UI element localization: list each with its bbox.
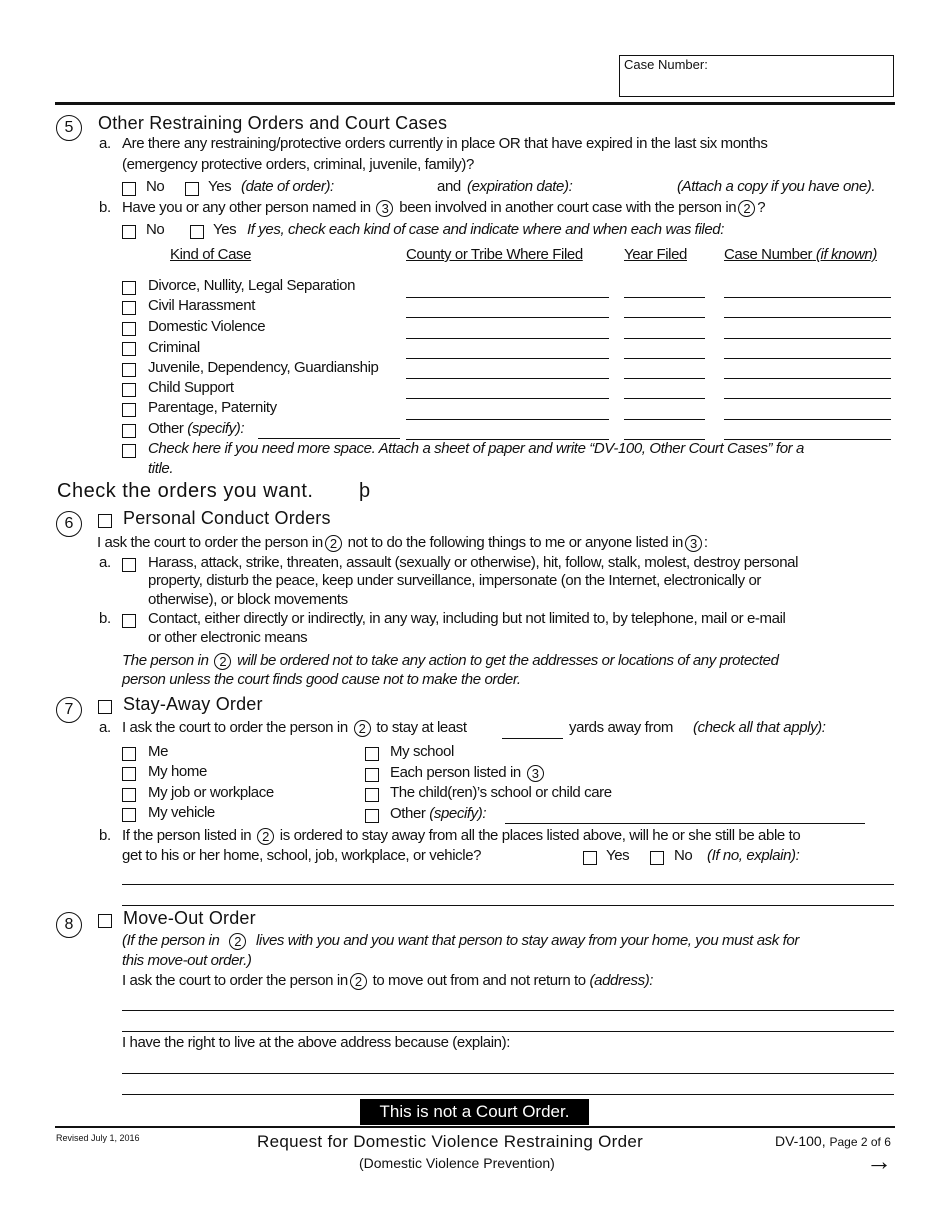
s7-b-post: is ordered to stay away from all the places listed above, will he or she still be able to	[279, 827, 801, 844]
s5-a-letter: a.	[99, 135, 111, 152]
s6-b-line2: or other electronic means	[148, 629, 308, 646]
ref-item-2: 2	[738, 200, 755, 217]
s8-note-text1: lives with you and you want that person to stay away from your home, you must ask for	[256, 932, 799, 949]
ref-item-2: 2	[325, 535, 342, 552]
s7-b-yes-checkbox[interactable]	[583, 851, 597, 865]
ref-item-2: 2	[354, 720, 371, 737]
s5-b-q-pre: Have you or any other person named in	[122, 199, 371, 216]
section-8-number: 8	[56, 912, 82, 938]
revised-date: Revised July 1, 2016	[56, 1133, 140, 1143]
section-6-title: Personal Conduct Orders	[123, 508, 331, 528]
s8-req-post: to move out from and not return to	[372, 972, 586, 989]
col-county: County or Tribe Where Filed	[406, 246, 583, 263]
ref-item-3: 3	[685, 535, 702, 552]
ref-item-2: 2	[257, 828, 274, 845]
s8-req-pre: I ask the court to order the person in	[122, 972, 348, 989]
s7-explain-input[interactable]	[122, 884, 894, 885]
stay-away-job-label: My job or workplace	[148, 784, 274, 801]
next-page-arrow-icon[interactable]: →	[866, 1146, 892, 1176]
col-case-number-note: (if known)	[815, 246, 877, 263]
each-person-text: Each person listed in	[390, 764, 521, 781]
s5-b-no-checkbox[interactable]	[122, 225, 136, 239]
case-other-label	[148, 420, 244, 437]
case-other-specify: (specify):	[187, 420, 245, 437]
county-input[interactable]	[406, 398, 609, 399]
county-input[interactable]	[406, 419, 609, 420]
s8-right-to-live: I have the right to live at the above address because (explain):	[122, 1034, 510, 1051]
s5-a-no-label: No	[146, 178, 165, 195]
s5-b-no-label: No	[146, 221, 165, 238]
stay-away-me-checkbox[interactable]	[122, 747, 136, 761]
stay-away-job-checkbox[interactable]	[122, 788, 136, 802]
s5-b-instructions: If yes, check each kind of case and indicate where and when each was filed:	[247, 221, 724, 238]
case-number-input[interactable]	[724, 419, 891, 420]
s5-a-question-line2: (emergency protective orders, criminal, juvenile, family)?	[122, 156, 474, 173]
s7-a-pre-text: I ask the court to order the person in	[122, 719, 348, 736]
s5-b-letter: b.	[99, 199, 111, 216]
s6-a-letter: a.	[99, 554, 111, 571]
case-other-input[interactable]	[258, 438, 400, 439]
section-5-number: 5	[56, 115, 82, 141]
s5-a-no-checkbox[interactable]	[122, 182, 136, 196]
s5-a-yes-checkbox[interactable]	[185, 182, 199, 196]
s7-b-no-label: No	[674, 847, 693, 864]
case-checkbox[interactable]	[122, 281, 136, 295]
s6-note-line2: person unless the court finds good cause not to make the order.	[122, 671, 521, 688]
s6-note-text1: will be ordered not to take any action to get the addresses or locations of any protected	[237, 652, 779, 669]
stay-away-school-label: My school	[390, 743, 454, 760]
s8-note-line2: this move-out order.)	[122, 952, 252, 969]
header-rule	[55, 102, 895, 105]
stay-away-school-checkbox[interactable]	[365, 747, 379, 761]
s7-a-check-all: (check all that apply):	[693, 719, 826, 736]
stay-away-child-school-checkbox[interactable]	[365, 788, 379, 802]
case-number-input[interactable]	[724, 317, 891, 318]
s5-a-expiration-label: (expiration date):	[467, 178, 573, 195]
s6-intro	[97, 534, 708, 552]
s6-b-line1: Contact, either directly or indirectly, in any way, including but not limited to, by telephone, mail or e-mail	[148, 610, 786, 627]
s6-b-checkbox[interactable]	[122, 614, 136, 628]
ref-item-2: 2	[214, 653, 231, 670]
explain-input[interactable]	[122, 1073, 894, 1074]
section-6-number: 6	[56, 511, 82, 537]
case-checkbox[interactable]	[122, 363, 136, 377]
s6-a-line1: Harass, attack, strike, threaten, assault (sexually or otherwise), hit, follow, stalk, molest, destroy personal	[148, 554, 799, 571]
s5-b-yes-label: Yes	[213, 221, 237, 238]
year-input[interactable]	[624, 297, 705, 298]
case-checkbox[interactable]	[122, 342, 136, 356]
s7-b-explain: (If no, explain):	[707, 847, 800, 864]
s7-b-pre: If the person listed in	[122, 827, 252, 844]
s5-a-yes-label: Yes	[208, 178, 232, 195]
yards-input[interactable]	[502, 738, 563, 739]
case-number-input[interactable]	[724, 297, 891, 298]
year-input[interactable]	[624, 378, 705, 379]
stay-away-other-input[interactable]	[505, 823, 865, 824]
case-label: Divorce, Nullity, Legal Separation	[148, 277, 356, 294]
case-number-box[interactable]	[619, 55, 894, 97]
form-id-text: DV-100,	[775, 1133, 826, 1149]
s7-a-letter: a.	[99, 719, 111, 736]
explain-input[interactable]	[122, 1094, 894, 1095]
case-label: Juvenile, Dependency, Guardianship	[148, 359, 379, 376]
personal-conduct-checkbox[interactable]	[98, 514, 112, 528]
case-label: Parentage, Paternity	[148, 399, 277, 416]
stay-away-child-school-label: The child(ren)’s school or child care	[390, 784, 612, 801]
county-input[interactable]	[406, 317, 609, 318]
ref-item-3: 3	[376, 200, 393, 217]
stay-away-home-checkbox[interactable]	[122, 767, 136, 781]
address-input[interactable]	[122, 1010, 894, 1011]
stay-away-checkbox[interactable]	[98, 700, 112, 714]
ref-item-2: 2	[350, 973, 367, 990]
s5-a-attach-note: (Attach a copy if you have one).	[677, 178, 876, 195]
s8-request	[122, 972, 653, 990]
s5-a-and: and	[437, 178, 461, 195]
section-8-title: Move-Out Order	[123, 908, 256, 928]
year-input[interactable]	[624, 398, 705, 399]
col-case-number-text: Case Number	[724, 246, 813, 263]
stay-away-me-label: Me	[148, 743, 169, 760]
s5-b-question	[122, 199, 765, 217]
address-input[interactable]	[122, 1031, 894, 1032]
move-out-checkbox[interactable]	[98, 914, 112, 928]
year-input[interactable]	[624, 338, 705, 339]
s6-a-line3: otherwise), or block movements	[148, 591, 348, 608]
case-label: Civil Harassment	[148, 297, 255, 314]
stay-away-each-person-label	[390, 764, 546, 782]
s7-a-yards: yards away from	[569, 719, 674, 736]
section-7-number: 7	[56, 697, 82, 723]
stay-away-other-checkbox[interactable]	[365, 809, 379, 823]
s8-note-pre: (If the person in	[122, 932, 220, 949]
stay-away-vehicle-label: My vehicle	[148, 804, 215, 821]
s7-a-pre	[122, 719, 467, 737]
county-input[interactable]	[406, 358, 609, 359]
s7-b-letter: b.	[99, 827, 111, 844]
case-other-text: Other	[148, 420, 184, 437]
other-specify: (specify):	[429, 805, 487, 822]
s5-b-q-mid: been involved in another court case with the person in	[399, 199, 737, 216]
s6-intro-mid: not to do the following things to me or anyone listed in	[347, 534, 683, 551]
s7-b-line2: get to his or her home, school, job, workplace, or vehicle?	[122, 847, 482, 864]
s5-a-date-of-order-label: (date of order):	[241, 178, 334, 195]
case-label: Domestic Violence	[148, 318, 266, 335]
case-number-input[interactable]	[724, 378, 891, 379]
checkmark-icon: þ	[359, 480, 371, 502]
stay-away-home-label: My home	[148, 763, 207, 780]
s7-b-no-checkbox[interactable]	[650, 851, 664, 865]
stay-away-other-label	[390, 805, 486, 822]
s6-intro-pre: I ask the court to order the person in	[97, 534, 323, 551]
case-number-label: Case Number:	[624, 57, 708, 72]
year-input[interactable]	[624, 419, 705, 420]
form-subtitle: (Domestic Violence Prevention)	[359, 1155, 555, 1171]
s8-req-address: (address):	[589, 972, 654, 989]
stay-away-each-person-checkbox[interactable]	[365, 768, 379, 782]
year-input[interactable]	[624, 317, 705, 318]
county-input[interactable]	[406, 297, 609, 298]
col-year-filed: Year Filed	[624, 246, 687, 263]
banner-text: This is not a Court Order.	[379, 1102, 570, 1121]
more-space-checkbox[interactable]	[122, 444, 136, 458]
case-number-input[interactable]	[724, 358, 891, 359]
s6-a-checkbox[interactable]	[122, 558, 136, 572]
footer-rule	[55, 1126, 895, 1128]
case-number-input[interactable]	[724, 398, 891, 399]
s6-intro-end: :	[703, 534, 708, 551]
case-checkbox[interactable]	[122, 383, 136, 397]
col-kind-of-case: Kind of Case	[170, 246, 252, 263]
col-case-number	[724, 246, 877, 263]
form-title: Request for Domestic Violence Restraining Order	[257, 1132, 644, 1151]
county-input[interactable]	[406, 338, 609, 339]
case-number-input[interactable]	[724, 338, 891, 339]
section-7-title: Stay-Away Order	[123, 694, 263, 714]
case-checkbox[interactable]	[122, 301, 136, 315]
ref-item-2: 2	[229, 933, 246, 950]
s6-a-line2: property, disturb the peace, keep under surveillance, impersonate (on the Internet, electronically or	[148, 572, 762, 589]
s7-a-mid: to stay at least	[376, 719, 467, 736]
ref-item-3: 3	[527, 765, 544, 782]
s7-explain-input[interactable]	[122, 905, 894, 906]
s8-note-line1	[122, 932, 799, 950]
case-checkbox[interactable]	[122, 322, 136, 336]
s6-note-pre: The person in	[122, 652, 209, 669]
more-space-line2: title.	[148, 460, 174, 477]
year-input[interactable]	[624, 358, 705, 359]
s6-b-letter: b.	[99, 610, 111, 627]
s7-b-line1	[122, 827, 800, 845]
s7-b-yes-label: Yes	[606, 847, 630, 864]
not-court-order-banner	[360, 1099, 589, 1125]
s5-b-q-end: ?	[757, 199, 766, 216]
county-input[interactable]	[406, 378, 609, 379]
case-checkbox[interactable]	[122, 403, 136, 417]
s5-b-yes-checkbox[interactable]	[190, 225, 204, 239]
other-text: Other	[390, 805, 426, 822]
stay-away-vehicle-checkbox[interactable]	[122, 808, 136, 822]
page-number: Page 2 of 6	[829, 1135, 891, 1149]
section-5-title: Other Restraining Orders and Court Cases	[98, 113, 448, 133]
case-label: Criminal	[148, 339, 200, 356]
more-space-line1: Check here if you need more space. Attach a sheet of paper and write “DV-100, Other Court Cases” for a	[148, 440, 804, 457]
case-label: Child Support	[148, 379, 234, 396]
check-orders-heading: Check the orders you want.	[57, 480, 314, 502]
s5-a-question-line1: Are there any restraining/protective orders currently in place OR that have expired in the last six months	[122, 135, 768, 152]
case-other-checkbox[interactable]	[122, 424, 136, 438]
s6-note-line1	[122, 652, 779, 670]
